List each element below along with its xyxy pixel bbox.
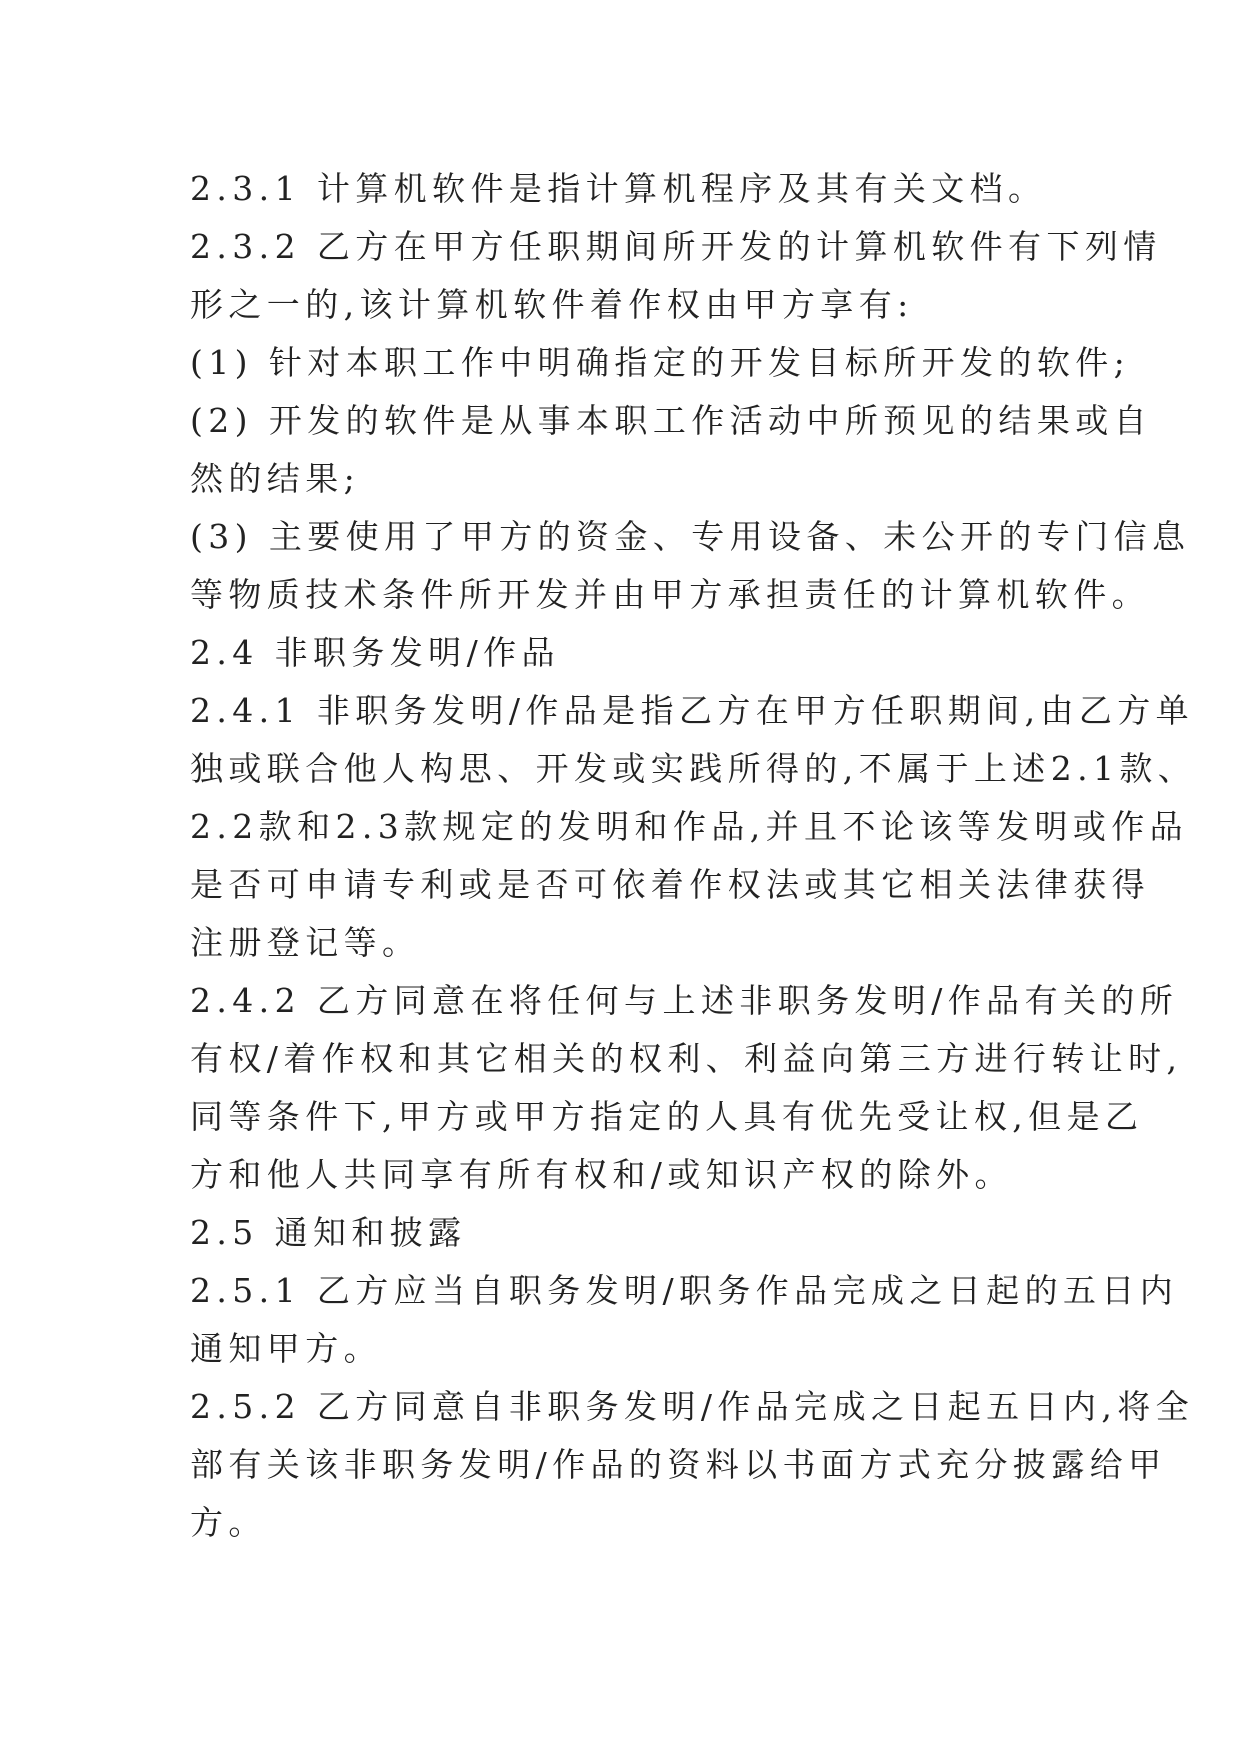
text-line-2-3-1: 2.3.1 计算机软件是指计算机程序及其有关文档。 bbox=[190, 169, 1047, 208]
section-heading-2-4: 2.4 非职务发明/作品 bbox=[190, 633, 560, 672]
text-line: 方。 bbox=[190, 1503, 267, 1542]
text-line: 2.2款和2.3款规定的发明和作品,并且不论该等发明或作品 bbox=[190, 807, 1189, 846]
text-line-2-3-2: 2.3.2 乙方在甲方任职期间所开发的计算机软件有下列情 bbox=[190, 227, 1162, 266]
text-line: 独或联合他人构思、开发或实践所得的,不属于上述2.1款、 bbox=[190, 749, 1197, 788]
text-line: 然的结果; bbox=[190, 459, 361, 498]
text-line: 有权/着作权和其它相关的权利、利益向第三方进行转让时, bbox=[190, 1039, 1183, 1078]
text-line: 形之一的,该计算机软件着作权由甲方享有: bbox=[190, 285, 914, 324]
text-line: 部有关该非职务发明/作品的资料以书面方式充分披露给甲 bbox=[190, 1445, 1167, 1484]
text-line-2-4-2: 2.4.2 乙方同意在将任何与上述非职务发明/作品有关的所 bbox=[190, 981, 1179, 1020]
text-line: 注册登记等。 bbox=[190, 923, 421, 962]
text-line: 是否可申请专利或是否可依着作权法或其它相关法律获得 bbox=[190, 865, 1150, 904]
text-line: 等物质技术条件所开发并由甲方承担责任的计算机软件。 bbox=[190, 575, 1150, 614]
text-line-2-4-1: 2.4.1 非职务发明/作品是指乙方在甲方任职期间,由乙方单 bbox=[190, 691, 1195, 730]
text-line: 同等条件下,甲方或甲方指定的人具有优先受让权,但是乙 bbox=[190, 1097, 1144, 1136]
text-line: 通知甲方。 bbox=[190, 1329, 382, 1368]
text-line: 方和他人共同享有所有权和/或知识产权的除外。 bbox=[190, 1155, 1013, 1194]
section-heading-2-5: 2.5 通知和披露 bbox=[190, 1213, 467, 1252]
text-line-2-5-1: 2.5.1 乙方应当自职务发明/职务作品完成之日起的五日内 bbox=[190, 1271, 1179, 1310]
document-body bbox=[190, 160, 1197, 1552]
text-line-2-5-2: 2.5.2 乙方同意自非职务发明/作品完成之日起五日内,将全 bbox=[190, 1387, 1195, 1426]
list-item-1: (1) 针对本职工作中明确指定的开发目标所开发的软件; bbox=[190, 343, 1131, 382]
list-item-3: (3) 主要使用了甲方的资金、专用设备、未公开的专门信息 bbox=[190, 517, 1191, 556]
list-item-2: (2) 开发的软件是从事本职工作活动中所预见的结果或自 bbox=[190, 401, 1153, 440]
